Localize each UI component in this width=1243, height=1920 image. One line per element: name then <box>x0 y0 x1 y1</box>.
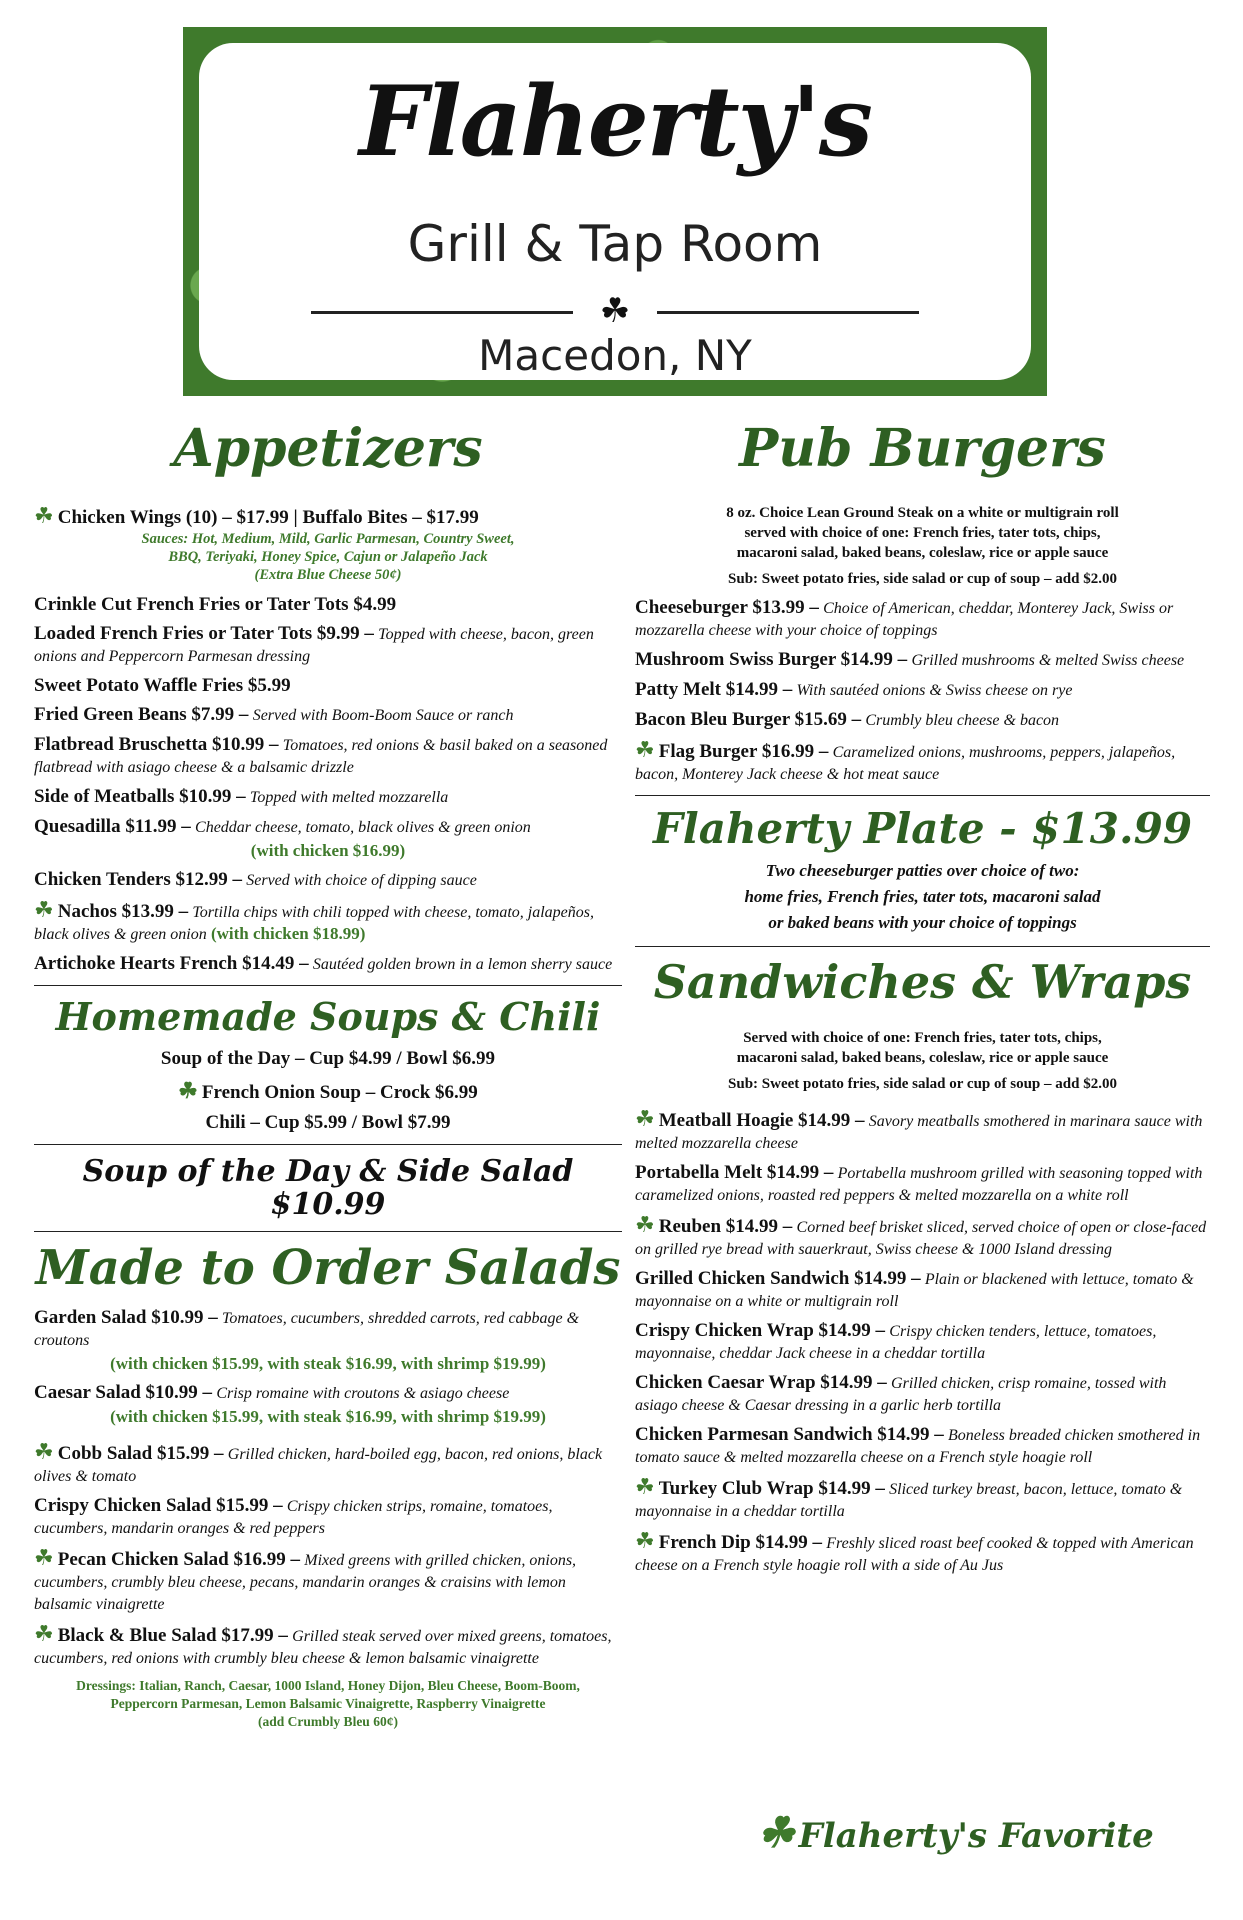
item-extra: (with chicken $16.99) <box>250 841 406 861</box>
menu-item <box>34 594 622 615</box>
menu-item <box>635 739 1210 785</box>
item-desc: Freshly sliced roast beef cooked & topped with American cheese on a French style hoagie roll with a side of Au Jus <box>635 1534 1194 1574</box>
menu-item <box>34 869 622 891</box>
plate-title: Flaherty Plate - $13.99 <box>652 804 1193 854</box>
item-name: Grilled Chicken Sandwich $14.99 – <box>635 1267 921 1289</box>
menu-item <box>635 649 1210 671</box>
item-desc: Served with Boom-Boom Sauce or ranch <box>252 707 514 725</box>
menu-item <box>635 1372 1210 1416</box>
burgers-intro: 8 oz. Choice Lean Ground Steak on a white or multigrain roll <box>726 505 1119 522</box>
shamrock-icon: ☘ <box>635 1211 655 1237</box>
menu-item <box>34 1544 622 1615</box>
shamrock-icon: ☘ <box>34 1620 54 1646</box>
menu-item <box>34 899 622 945</box>
divider <box>635 795 1210 796</box>
soup-line <box>34 1078 622 1104</box>
item-desc: With sautéed onions & Swiss cheese on rye <box>796 682 1073 700</box>
item-name: Chicken Parmesan Sandwich $14.99 – <box>635 1423 944 1445</box>
menu-item <box>635 1424 1210 1468</box>
divider-right <box>657 311 919 314</box>
sandwiches-intro: macaroni salad, baked beans, coleslaw, rice or apple sauce <box>736 1049 1109 1066</box>
menu-item <box>635 597 1210 641</box>
menu-item <box>34 623 622 667</box>
menu-item <box>635 1162 1210 1206</box>
dressings-note <box>34 1677 622 1731</box>
item-desc: Crisp romaine with croutons & asiago cheese <box>216 1384 510 1402</box>
item-desc: Grilled mushrooms & melted Swiss cheese <box>911 652 1185 670</box>
shamrock-icon: ☘ <box>34 503 54 529</box>
divider <box>34 1231 622 1232</box>
item-desc: Caramelized onions, mushrooms, peppers, jalapeños, bacon, Monterey Jack cheese & hot meat sauce <box>635 744 1176 784</box>
menu-item <box>635 1211 1210 1260</box>
item-name: Crinkle Cut French Fries or Tater Tots $4.99 <box>34 594 397 616</box>
salads-title: Made to Order Salads <box>35 1239 621 1296</box>
item-desc: Sliced turkey breast, bacon, lettuce, tomato & mayonnaise in a cheddar tortilla <box>635 1480 1183 1520</box>
dressings-line: (add Crumbly Bleu 60¢) <box>258 1713 398 1729</box>
item-desc: Topped with cheese, bacon, green onions and Peppercorn Parmesan dressing <box>34 626 594 666</box>
item-name: Garden Salad $10.99 – <box>34 1306 218 1328</box>
item-name: Sweet Potato Waffle Fries $5.99 <box>34 675 291 697</box>
menu-item <box>635 709 1210 731</box>
sandwiches-title: Sandwiches & Wraps <box>653 955 1192 1010</box>
item-desc: Grilled steak served over mixed greens, tomatoes, cucumbers, red onions with crumbly bleu cheese & lemon balsamic vinaigrette <box>34 1627 612 1667</box>
sandwiches-intro: Served with choice of one: French fries, tater tots, chips, <box>743 1029 1102 1046</box>
menu-item <box>635 1105 1210 1154</box>
item-name: Cheeseburger $13.99 – <box>635 597 819 619</box>
sauces-line: BBQ, Teriyaki, Honey Spice, Cajun or Jalapeño Jack <box>168 549 488 566</box>
menu-item <box>635 1268 1210 1312</box>
item-desc: Cheddar cheese, tomato, black olives & green onion <box>195 819 531 837</box>
shamrock-icon: ☘ <box>635 1105 655 1131</box>
item-desc: Topped with melted mozzarella <box>249 789 449 807</box>
header-banner <box>183 27 1047 396</box>
wings-item <box>34 505 622 528</box>
dressings-line: Peppercorn Parmesan, Lemon Balsamic Vinaigrette, Raspberry Vinaigrette <box>110 1695 546 1711</box>
header-card <box>199 43 1031 380</box>
soup-line: Chili – Cup $5.99 / Bowl $7.99 <box>205 1111 451 1133</box>
shamrock-icon: ☘ <box>34 897 54 923</box>
item-desc: Corned beef brisket sliced, served choice of open or close-faced on grilled rye bread with sauerkraut, Swiss cheese & 1000 Island dressing <box>635 1218 1207 1258</box>
item-desc: Grilled chicken, crisp romaine, tossed with asiago cheese & Caesar dressing in a garlic herb tortilla <box>635 1374 1167 1414</box>
item-desc: Tomatoes, red onions & basil baked on a seasoned flatbread with asiago cheese & a balsamic drizzle <box>34 737 608 777</box>
item-desc: Choice of American, cheddar, Monterey Jack, Swiss or mozzarella cheese with your choice of toppings <box>635 600 1174 640</box>
tagline: Grill & Tap Room <box>407 215 823 273</box>
favorite-legend <box>757 1808 1154 1857</box>
item-name: Chicken Caesar Wrap $14.99 – <box>635 1371 887 1393</box>
item-extra: (with chicken $18.99) <box>210 924 366 944</box>
item-name: Flatbread Bruschetta $10.99 – <box>34 734 279 756</box>
item-name: Caesar Salad $10.99 – <box>34 1381 213 1403</box>
shamrock-icon: ☘ <box>34 1544 54 1570</box>
shamrock-icon: ☘ <box>635 1527 655 1553</box>
shamrock-icon: ☘ <box>178 1077 198 1103</box>
item-name: Flag Burger $16.99 – <box>658 741 829 763</box>
menu-item <box>635 1473 1210 1522</box>
menu-item <box>635 679 1210 701</box>
item-name: Patty Melt $14.99 – <box>635 679 793 701</box>
burgers-intro: macaroni salad, baked beans, coleslaw, rice or apple sauce <box>736 545 1109 562</box>
item-name: Turkey Club Wrap $14.99 – <box>658 1477 885 1499</box>
plate-line: or baked beans with your choice of toppings <box>768 913 1077 933</box>
item-name: Quesadilla $11.99 – <box>34 816 191 838</box>
item-name: Mushroom Swiss Burger $14.99 – <box>635 649 908 671</box>
menu-item <box>34 675 622 696</box>
item-name: Black & Blue Salad $17.99 – <box>57 1624 288 1646</box>
menu-item <box>34 1495 622 1539</box>
left-column <box>34 420 622 1731</box>
sandwiches-sub: Sub: Sweet potato fries, side salad or cup of soup – add $2.00 <box>728 1075 1117 1092</box>
shamrock-icon: ☘ <box>635 1473 655 1499</box>
item-desc: Tortilla chips with chili topped with cheese, tomato, jalapeños, black olives & green onion <box>34 904 594 944</box>
plate-line: home fries, French fries, tater tots, macaroni salad <box>744 887 1101 907</box>
right-column <box>635 420 1210 1584</box>
item-name: Cobb Salad $15.99 – <box>57 1442 224 1464</box>
sauces-line: Sauces: Hot, Medium, Mild, Garlic Parmesan, Country Sweet, <box>141 531 515 548</box>
menu-item <box>34 1620 622 1669</box>
item-name: Loaded French Fries or Tater Tots $9.99 – <box>34 623 374 645</box>
shamrock-icon: ☘ <box>599 293 631 330</box>
burgers-sub: Sub: Sweet potato fries, side salad or cup of soup – add $2.00 <box>728 571 1117 588</box>
divider <box>635 946 1210 947</box>
item-name: Fried Green Beans $7.99 – <box>34 704 249 726</box>
burgers-intro: served with choice of one: French fries, tater tots, chips, <box>744 525 1101 542</box>
item-desc: Plain or blackened with lettuce, tomato & mayonnaise on a white or multigrain roll <box>635 1270 1194 1310</box>
sauces-line: (Extra Blue Cheese 50¢) <box>254 567 402 584</box>
item-extra: (with chicken $15.99, with steak $16.99, with shrimp $19.99) <box>110 1353 546 1373</box>
item-name: Side of Meatballs $10.99 – <box>34 786 246 808</box>
item-extra: (with chicken $15.99, with steak $16.99, with shrimp $19.99) <box>110 1406 546 1426</box>
menu-item <box>34 1307 622 1351</box>
shamrock-icon: ☘ <box>34 1438 54 1464</box>
item-name: Meatball Hoagie $14.99 – <box>658 1109 865 1131</box>
menu-item <box>34 786 622 808</box>
item-desc: Served with choice of dipping sauce <box>246 872 477 890</box>
brand-logo: Flaherty's <box>359 65 871 178</box>
item-desc: Grilled chicken, hard-boiled egg, bacon, red onions, black olives & tomato <box>34 1445 603 1485</box>
item-desc: Portabella mushroom grilled with seasoning topped with caramelized onions, roasted red peppers & melted mozzarella on a white roll <box>635 1164 1203 1204</box>
menu-item <box>34 1438 622 1487</box>
item-name: Pecan Chicken Salad $16.99 – <box>57 1548 301 1570</box>
item-name: Reuben $14.99 – <box>658 1215 793 1237</box>
plate-line: Two cheeseburger patties over choice of two: <box>765 861 1080 881</box>
item-desc: Crispy chicken tenders, lettuce, tomatoes, mayonnaise, cheddar Jack cheese in a cheddar tortilla <box>635 1322 1157 1362</box>
sauces-note <box>34 530 622 584</box>
menu-item <box>635 1527 1210 1576</box>
soup-line: Soup of the Day – Cup $4.99 / Bowl $6.99 <box>160 1047 496 1069</box>
appetizers-title: Appetizers <box>173 418 483 479</box>
item-name: Artichoke Hearts French $14.49 – <box>34 953 309 975</box>
menu-item <box>34 704 622 726</box>
item-desc: Mixed greens with grilled chicken, onions, cucumbers, crumbly bleu cheese, pecans, mandarin oranges & craisins with lemon balsamic vinaigrette <box>34 1551 577 1613</box>
item-desc: Crispy chicken strips, romaine, tomatoes, cucumbers, mandarin oranges & red peppers <box>34 1497 553 1537</box>
shamrock-icon: ☘ <box>757 1808 795 1857</box>
shamrock-icon: ☘ <box>635 737 655 763</box>
plate-desc <box>635 858 1210 936</box>
item-desc: Tomatoes, cucumbers, shredded carrots, red cabbage & croutons <box>34 1309 580 1349</box>
item-desc: Savory meatballs smothered in marinara sauce with melted mozzarella cheese <box>635 1112 1203 1152</box>
menu-item <box>34 816 622 838</box>
menu-item <box>34 953 622 975</box>
item-desc: Crumbly bleu cheese & bacon <box>865 712 1060 730</box>
item-name: Chicken Tenders $12.99 – <box>34 869 242 891</box>
divider <box>34 1144 622 1145</box>
item-name: Crispy Chicken Salad $15.99 – <box>34 1494 283 1516</box>
soup-text: French Onion Soup – Crock $6.99 <box>201 1081 478 1103</box>
divider <box>34 985 622 986</box>
dressings-line: Dressings: Italian, Ranch, Caesar, 1000 Island, Honey Dijon, Bleu Cheese, Boom-Boom, <box>76 1677 580 1693</box>
item-name: French Dip $14.99 – <box>658 1531 822 1553</box>
location: Macedon, NY <box>478 331 752 380</box>
burgers-title: Pub Burgers <box>739 418 1106 479</box>
legend-label: Flaherty's Favorite <box>798 1816 1154 1856</box>
soup-salad-combo: Soup of the Day & Side Salad $10.99 <box>82 1153 574 1222</box>
wings-label: Chicken Wings (10) – $17.99 | Buffalo Bites – $17.99 <box>57 507 479 529</box>
item-name: Bacon Bleu Burger $15.69 – <box>635 709 862 731</box>
menu-item <box>34 1382 622 1404</box>
item-name: Nachos $13.99 – <box>57 901 189 923</box>
item-desc: Sautéed golden brown in a lemon sherry sauce <box>312 956 613 974</box>
menu-item <box>34 734 622 778</box>
item-desc: Boneless breaded chicken smothered in tomato sauce & melted mozzarella cheese on a French style hoagie roll <box>635 1426 1201 1466</box>
menu-item <box>635 1320 1210 1364</box>
soups-title: Homemade Soups & Chili <box>55 994 601 1040</box>
item-name: Portabella Melt $14.99 – <box>635 1161 834 1183</box>
item-name: Crispy Chicken Wrap $14.99 – <box>635 1319 886 1341</box>
